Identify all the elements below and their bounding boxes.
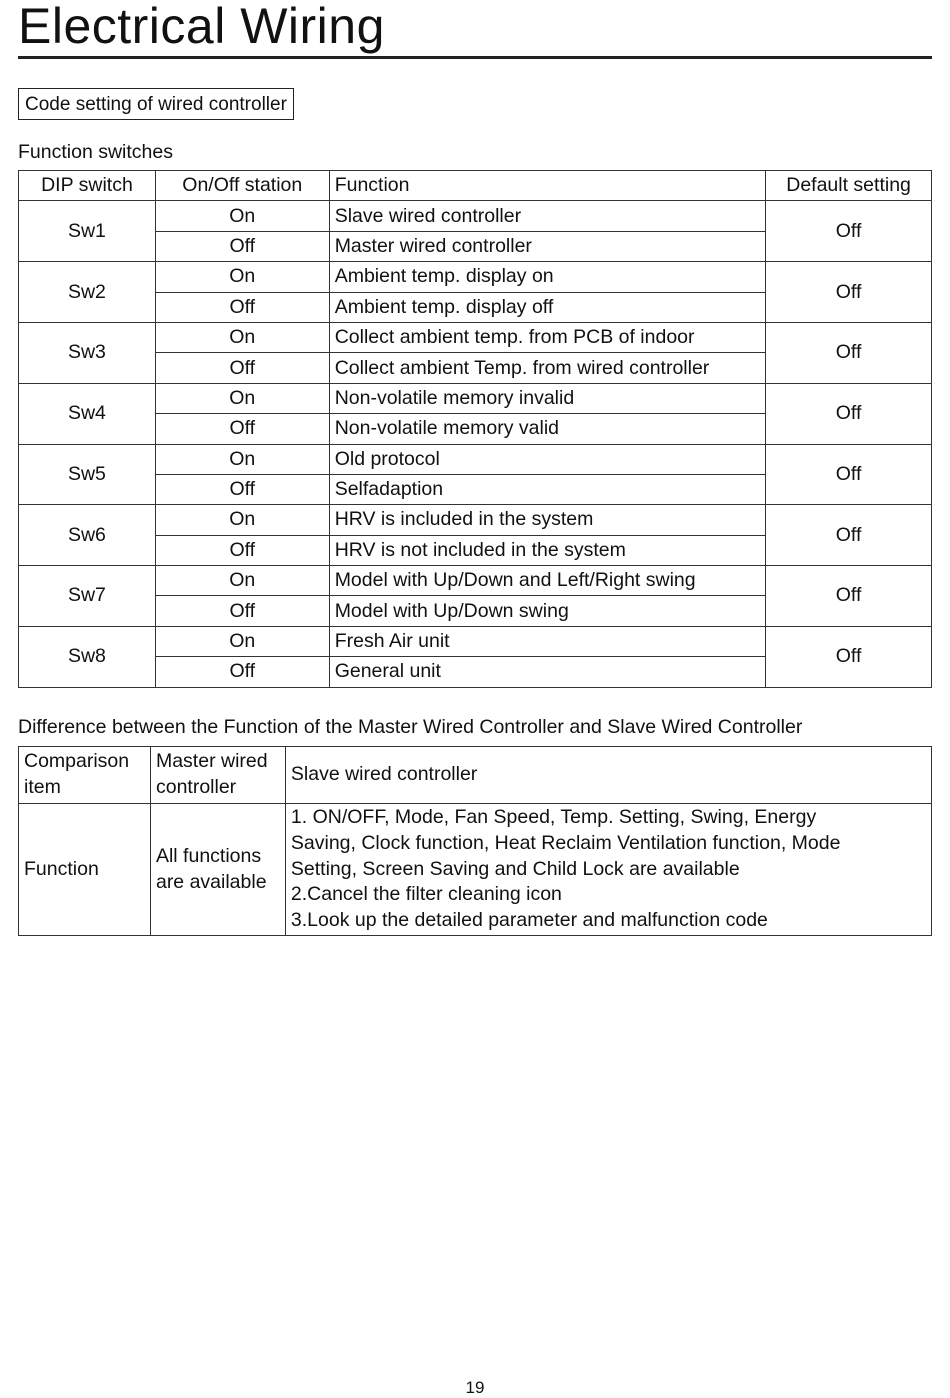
default-setting-cell: Off xyxy=(766,566,932,627)
header-line: controller xyxy=(155,776,237,798)
state-off-cell: Off xyxy=(155,231,329,261)
default-setting-cell: Off xyxy=(766,444,932,505)
state-off-cell: Off xyxy=(155,353,329,383)
master-functions-cell xyxy=(150,804,285,936)
state-off-cell: Off xyxy=(155,292,329,322)
function-off-cell: Collect ambient Temp. from wired controller xyxy=(329,353,765,383)
default-setting-cell: Off xyxy=(766,322,932,383)
page-title: Electrical Wiring xyxy=(18,0,385,54)
state-on-cell: On xyxy=(155,383,329,413)
table-row xyxy=(19,505,932,535)
default-setting-cell: Off xyxy=(766,626,932,687)
state-off-cell: Off xyxy=(155,414,329,444)
cell-line: All functions xyxy=(155,844,262,867)
slave-function-line: Setting, Screen Saving and Child Lock are available xyxy=(290,857,740,880)
dip-switch-cell: Sw1 xyxy=(19,201,156,262)
default-setting-cell: Off xyxy=(766,505,932,566)
function-switches-caption: Function switches xyxy=(18,141,173,163)
cell-line: are available xyxy=(155,870,267,893)
function-on-cell: Non-volatile memory invalid xyxy=(329,383,765,413)
dip-switch-cell: Sw3 xyxy=(19,322,156,383)
function-off-cell: Selfadaption xyxy=(329,474,765,504)
table-row xyxy=(19,626,932,656)
header-line: item xyxy=(24,776,61,798)
default-setting-cell: Off xyxy=(766,201,932,262)
slave-function-line: 1. ON/OFF, Mode, Fan Speed, Temp. Setting, Swing, Energy xyxy=(290,806,817,828)
header-function: Function xyxy=(329,171,765,201)
function-off-cell: Non-volatile memory valid xyxy=(329,414,765,444)
default-setting-cell: Off xyxy=(766,383,932,444)
slave-function-line: 3.Look up the detailed parameter and malfunction code xyxy=(290,909,768,932)
function-on-cell: HRV is included in the system xyxy=(329,505,765,535)
state-off-cell: Off xyxy=(155,657,329,687)
slave-function-line: Saving, Clock function, Heat Reclaim Ventilation function, Mode xyxy=(290,831,841,854)
table-row xyxy=(19,804,932,936)
function-on-cell: Fresh Air unit xyxy=(329,626,765,656)
state-on-cell: On xyxy=(155,322,329,352)
dip-switch-cell: Sw7 xyxy=(19,566,156,627)
title-divider xyxy=(18,56,932,59)
dip-switch-cell: Sw6 xyxy=(19,505,156,566)
header-line: Comparison xyxy=(24,750,130,773)
default-setting-cell: Off xyxy=(766,262,932,323)
table-row xyxy=(19,262,932,292)
header-comparison-item xyxy=(19,747,151,804)
function-label-cell: Function xyxy=(19,804,151,936)
function-off-cell: General unit xyxy=(329,657,765,687)
function-off-cell: Ambient temp. display off xyxy=(329,292,765,322)
state-on-cell: On xyxy=(155,444,329,474)
function-on-cell: Model with Up/Down and Left/Right swing xyxy=(329,566,765,596)
dip-switch-cell: Sw5 xyxy=(19,444,156,505)
header-slave-controller: Slave wired controller xyxy=(285,747,931,804)
function-on-cell: Collect ambient temp. from PCB of indoor xyxy=(329,322,765,352)
table-row xyxy=(19,201,932,231)
state-on-cell: On xyxy=(155,626,329,656)
state-on-cell: On xyxy=(155,566,329,596)
table-header-row xyxy=(19,747,932,804)
function-on-cell: Slave wired controller xyxy=(329,201,765,231)
table-row xyxy=(19,322,932,352)
header-on-off-station: On/Off station xyxy=(155,171,329,201)
header-line: Master wired xyxy=(155,750,268,773)
function-switches-body xyxy=(19,171,932,688)
table-row xyxy=(19,566,932,596)
header-default-setting: Default setting xyxy=(766,171,932,201)
section-box: Code setting of wired controller xyxy=(18,88,294,120)
function-switches-table xyxy=(18,170,932,688)
state-on-cell: On xyxy=(155,201,329,231)
dip-switch-cell: Sw4 xyxy=(19,383,156,444)
table-header-row xyxy=(19,171,932,201)
state-on-cell: On xyxy=(155,505,329,535)
dip-switch-cell: Sw8 xyxy=(19,626,156,687)
state-off-cell: Off xyxy=(155,474,329,504)
slave-functions-cell xyxy=(285,804,931,936)
table-row xyxy=(19,383,932,413)
table-row xyxy=(19,444,932,474)
page-number: 19 xyxy=(465,1378,485,1397)
function-off-cell: Master wired controller xyxy=(329,231,765,261)
function-off-cell: HRV is not included in the system xyxy=(329,535,765,565)
state-off-cell: Off xyxy=(155,596,329,626)
comparison-table xyxy=(18,746,932,936)
function-on-cell: Ambient temp. display on xyxy=(329,262,765,292)
slave-function-line: 2.Cancel the filter cleaning icon xyxy=(290,883,562,906)
dip-switch-cell: Sw2 xyxy=(19,262,156,323)
header-master-controller xyxy=(150,747,285,804)
header-dip-switch: DIP switch xyxy=(19,171,156,201)
function-off-cell: Model with Up/Down swing xyxy=(329,596,765,626)
state-on-cell: On xyxy=(155,262,329,292)
comparison-caption: Difference between the Function of the Master Wired Controller and Slave Wired Controller xyxy=(18,716,803,738)
function-on-cell: Old protocol xyxy=(329,444,765,474)
state-off-cell: Off xyxy=(155,535,329,565)
